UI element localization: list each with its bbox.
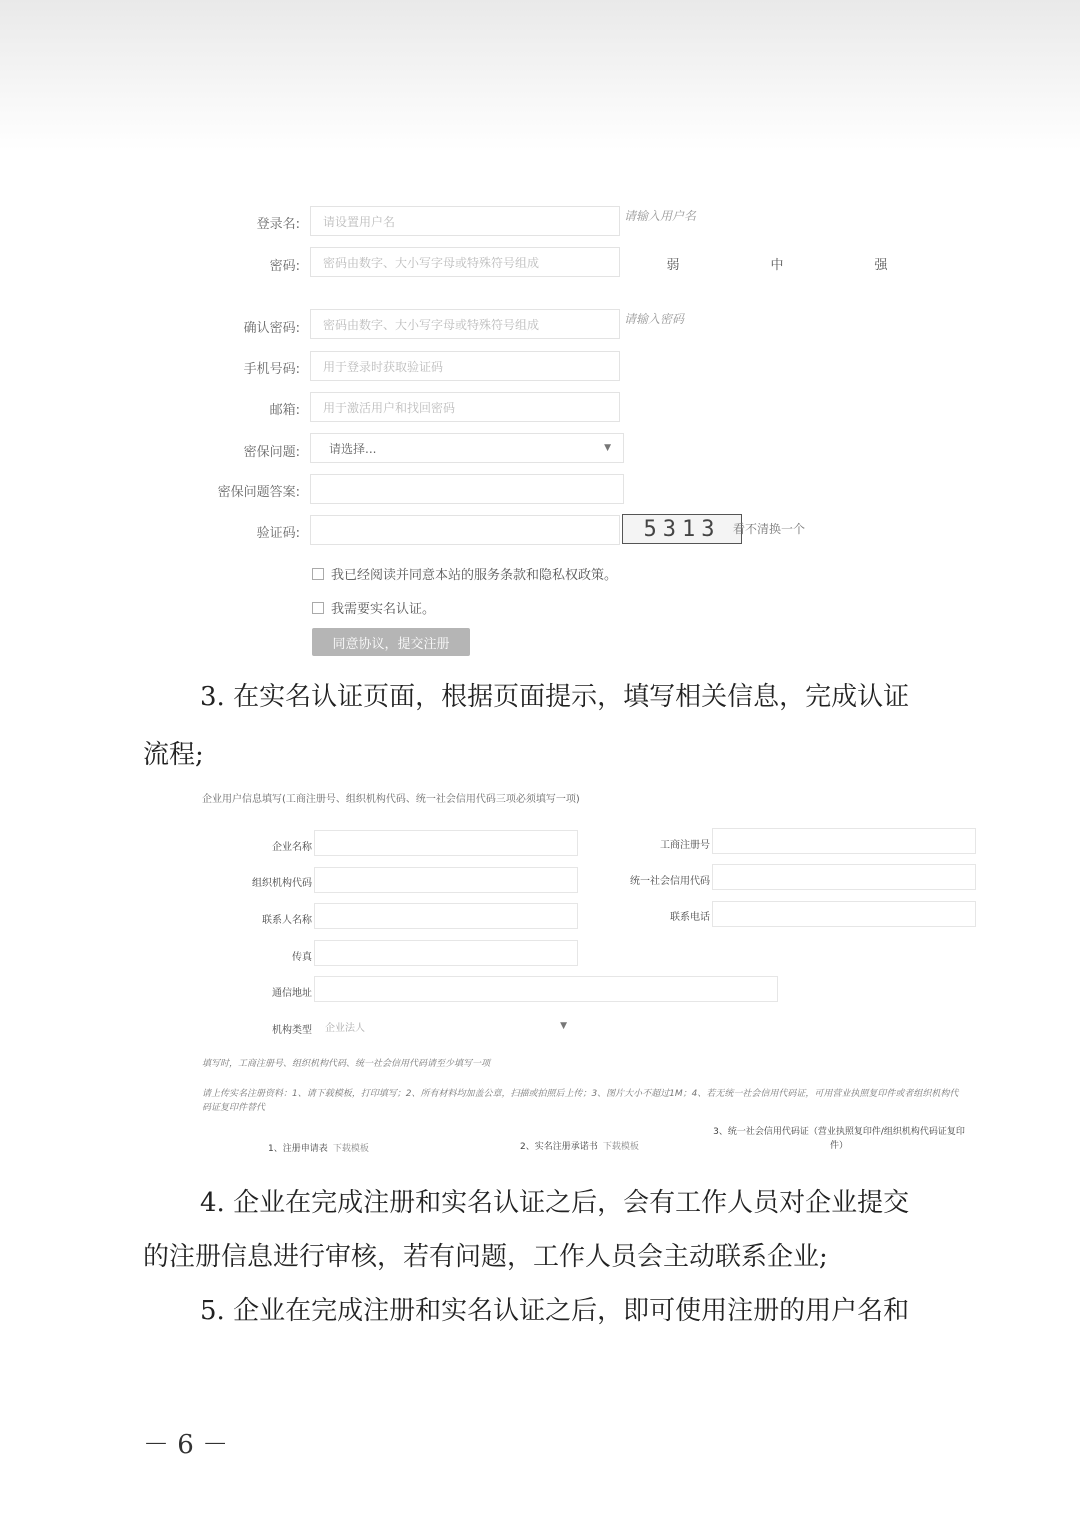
password-strength-weak: 弱 bbox=[666, 258, 680, 273]
contact-name-input[interactable] bbox=[314, 903, 578, 929]
username-input[interactable] bbox=[310, 206, 620, 236]
download-item-credit-code-certificate: 3、统一社会信用代码证（营业执照复印件/组织机构代码证复印件） bbox=[713, 1127, 965, 1151]
biz-reg-no-input[interactable] bbox=[712, 828, 976, 854]
download-item-commitment-letter bbox=[520, 1134, 639, 1153]
address-label: 通信地址 bbox=[272, 988, 312, 999]
fax-label: 传真 bbox=[292, 952, 312, 963]
security-question-select[interactable] bbox=[310, 433, 624, 463]
download-title: 1、注册申请表 bbox=[268, 1144, 328, 1154]
download-item-application-form bbox=[268, 1136, 369, 1155]
enterprise-note-upload: 请上传实名注册资料：1、请下载模板，打印填写；2、所有材料均加盖公章，扫描或拍照后上传；3、图片大小不超过1M；4、若无统一社会信用代码证，可用营业执照复印件或者组织机构代码证复印件替代 bbox=[202, 1089, 959, 1113]
download-template-link[interactable]: 下载模板 bbox=[332, 1144, 369, 1154]
org-type-select[interactable] bbox=[314, 1013, 578, 1039]
contact-name-label: 联系人名称 bbox=[262, 915, 312, 926]
confirm-password-label: 确认密码: bbox=[243, 321, 300, 336]
email-input[interactable] bbox=[310, 392, 620, 422]
company-name-label: 企业名称 bbox=[272, 842, 312, 853]
security-answer-label: 密保问题答案: bbox=[217, 485, 300, 500]
security-question-value: 请选择... bbox=[329, 441, 377, 456]
need-realname-label: 我需要实名认证。 bbox=[331, 602, 436, 617]
org-code-input[interactable] bbox=[314, 867, 578, 893]
phone-label: 手机号码: bbox=[243, 362, 300, 377]
confirm-password-placeholder: 密码由数字、大小写字母或特殊符号组成 bbox=[323, 317, 540, 332]
captcha-label: 验证码: bbox=[256, 526, 300, 541]
credit-code-label: 统一社会信用代码 bbox=[630, 876, 710, 887]
org-type-value: 企业法人 bbox=[325, 1022, 365, 1034]
phone-input[interactable] bbox=[310, 351, 620, 381]
username-hint: 请输入用户名 bbox=[624, 209, 697, 223]
security-question-label: 密保问题: bbox=[243, 445, 300, 460]
paragraph-3-line-2: 流程; bbox=[143, 740, 204, 770]
email-label: 邮箱: bbox=[269, 403, 300, 418]
contact-phone-label: 联系电话 bbox=[670, 912, 710, 923]
company-name-input[interactable] bbox=[314, 830, 578, 856]
submit-registration-button[interactable]: 同意协议，提交注册 bbox=[312, 628, 470, 656]
download-template-link[interactable]: 下载模板 bbox=[602, 1142, 639, 1152]
paragraph-5-line-1: 5. 企业在完成注册和实名认证之后，即可使用注册的用户名和 bbox=[200, 1296, 910, 1326]
address-input[interactable] bbox=[314, 976, 778, 1002]
confirm-password-input[interactable] bbox=[310, 309, 620, 339]
org-type-label: 机构类型 bbox=[272, 1025, 312, 1036]
chevron-down-icon: ▼ bbox=[560, 1021, 567, 1031]
security-answer-input[interactable] bbox=[310, 474, 624, 504]
page-number: － 6 － bbox=[143, 1430, 229, 1460]
confirm-password-hint: 请输入密码 bbox=[624, 312, 685, 326]
need-realname-checkbox[interactable] bbox=[312, 602, 324, 614]
captcha-image[interactable]: 5313 bbox=[622, 514, 742, 544]
password-input[interactable] bbox=[310, 247, 620, 277]
username-placeholder: 请设置用户名 bbox=[323, 214, 396, 229]
captcha-input[interactable] bbox=[310, 515, 620, 545]
agree-terms-label: 我已经阅读并同意本站的服务条款和隐私权政策。 bbox=[331, 568, 618, 583]
paragraph-3-line-1: 3. 在实名认证页面，根据页面提示，填写相关信息，完成认证 bbox=[200, 682, 910, 712]
password-strength-strong: 强 bbox=[874, 258, 888, 273]
credit-code-input[interactable] bbox=[712, 864, 976, 890]
fax-input[interactable] bbox=[314, 940, 578, 966]
password-placeholder: 密码由数字、大小写字母或特殊符号组成 bbox=[323, 255, 540, 270]
contact-phone-input[interactable] bbox=[712, 901, 976, 927]
scan-top-shadow bbox=[0, 0, 1080, 150]
password-strength-medium: 中 bbox=[770, 258, 784, 273]
paragraph-4-line-1: 4. 企业在完成注册和实名认证之后，会有工作人员对企业提交 bbox=[200, 1188, 910, 1218]
org-code-label: 组织机构代码 bbox=[252, 878, 312, 889]
captcha-refresh-link[interactable]: 看不清换一个 bbox=[733, 522, 806, 536]
enterprise-note-required: 填写时，工商注册号、组织机构代码、统一社会信用代码请至少填写一项 bbox=[202, 1059, 491, 1069]
email-placeholder: 用于激活用户和找回密码 bbox=[323, 400, 456, 415]
username-label: 登录名: bbox=[256, 217, 300, 232]
biz-reg-no-label: 工商注册号 bbox=[660, 840, 710, 851]
agree-terms-checkbox[interactable] bbox=[312, 568, 324, 580]
paragraph-4-line-2: 的注册信息进行审核，若有问题，工作人员会主动联系企业; bbox=[143, 1242, 828, 1272]
download-title: 2、实名注册承诺书 bbox=[520, 1142, 598, 1152]
chevron-down-icon: ▼ bbox=[604, 443, 611, 453]
enterprise-form-header: 企业用户信息填写(工商注册号、组织机构代码、统一社会信用代码三项必须填写一项) bbox=[202, 794, 580, 805]
phone-placeholder: 用于登录时获取验证码 bbox=[323, 359, 444, 374]
password-label: 密码: bbox=[269, 259, 300, 274]
